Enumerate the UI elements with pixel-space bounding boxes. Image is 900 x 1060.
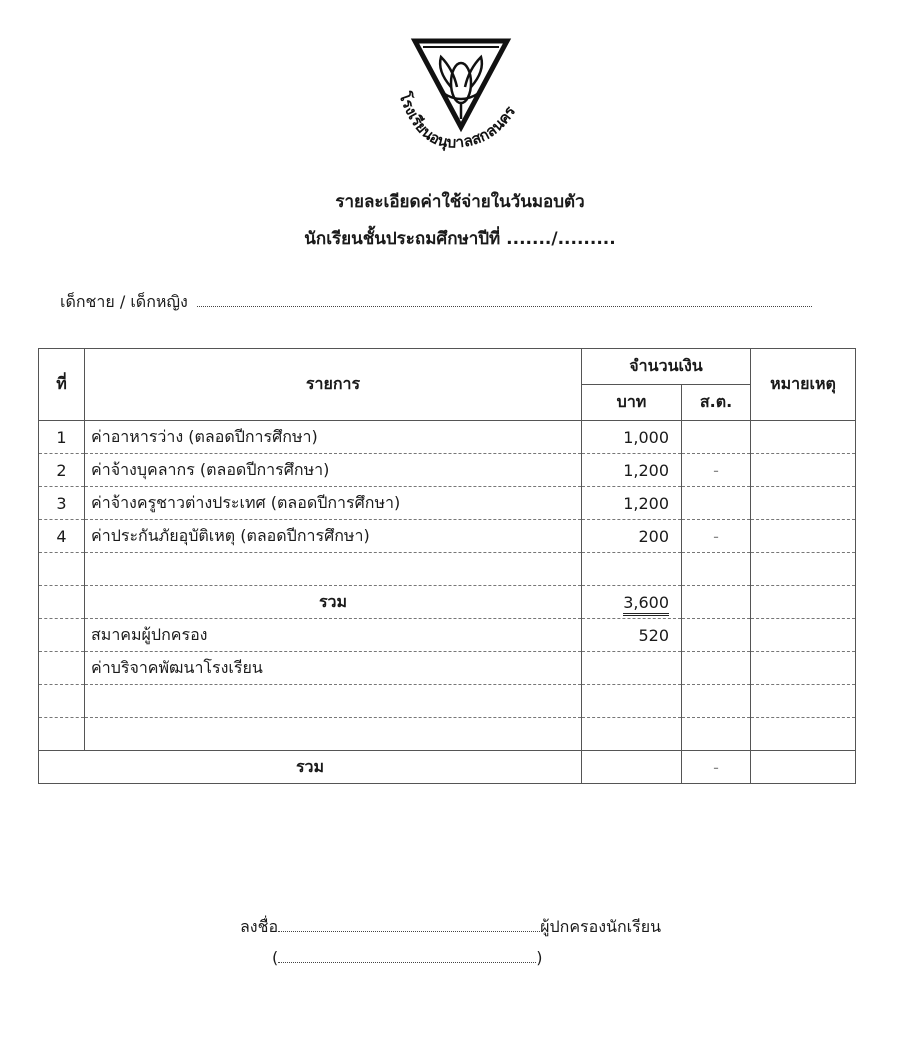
row-item: ค่าบริจาคพัฒนาโรงเรียน (85, 652, 582, 685)
row-baht: 520 (582, 619, 682, 652)
student-name-line (60, 290, 812, 315)
total-remark (751, 751, 856, 784)
table-row-empty (39, 685, 856, 718)
row-item: สมาคมผู้ปกครอง (85, 619, 582, 652)
school-lotus-emblem-icon (385, 35, 535, 160)
student-label: เด็กชาย / เด็กหญิง (60, 292, 188, 311)
printed-name-field[interactable] (278, 948, 536, 963)
row-satang (682, 487, 751, 520)
header-amount: จำนวนเงิน (582, 349, 751, 385)
header-satang: ส.ต. (682, 385, 751, 421)
signature-label: ลงชื่อ (240, 917, 279, 936)
row-remark (751, 520, 856, 553)
page-subtitle: นักเรียนชั้นประถมศึกษาปีที่ ......./......... (304, 229, 616, 249)
row-no: 1 (39, 421, 85, 454)
table-row (39, 421, 856, 454)
table-row (39, 520, 856, 553)
header-remark: หมายเหตุ (751, 349, 856, 421)
row-baht: 1,200 (582, 454, 682, 487)
total-label: รวม (39, 751, 582, 784)
table-row (39, 619, 856, 652)
open-paren: ( (272, 948, 279, 967)
subtotal-cell (582, 586, 682, 619)
table-row (39, 652, 856, 685)
row-baht: 200 (582, 520, 682, 553)
row-baht (582, 652, 682, 685)
total-row (39, 751, 856, 784)
row-satang: - (682, 520, 751, 553)
row-baht: 1,000 (582, 421, 682, 454)
row-remark (751, 454, 856, 487)
signature-role: ผู้ปกครองนักเรียน (540, 917, 662, 936)
row-remark (751, 487, 856, 520)
student-name-field[interactable] (197, 292, 812, 307)
expense-table (38, 348, 856, 784)
close-paren: ) (536, 948, 543, 967)
row-item: ค่าจ้างครูชาวต่างประเทศ (ตลอดปีการศึกษา) (85, 487, 582, 520)
row-no: 3 (39, 487, 85, 520)
row-item: ค่าจ้างบุคลากร (ตลอดปีการศึกษา) (85, 454, 582, 487)
row-item: ค่าประกันภัยอุบัติเหตุ (ตลอดปีการศึกษา) (85, 520, 582, 553)
total-satang: - (682, 751, 751, 784)
page-title: รายละเอียดค่าใช้จ่ายในวันมอบตัว (335, 192, 585, 212)
school-logo (385, 35, 535, 160)
row-baht: 1,200 (582, 487, 682, 520)
signature-field[interactable] (278, 917, 540, 932)
subtotal-row (39, 586, 856, 619)
subtotal-label: รวม (85, 586, 582, 619)
table-row (39, 454, 856, 487)
row-no: 4 (39, 520, 85, 553)
header-item: รายการ (85, 349, 582, 421)
header-baht: บาท (582, 385, 682, 421)
table-row-empty (39, 718, 856, 751)
header-no: ที่ (39, 349, 85, 421)
row-satang: - (682, 454, 751, 487)
total-baht (582, 751, 682, 784)
row-satang (682, 421, 751, 454)
row-item: ค่าอาหารว่าง (ตลอดปีการศึกษา) (85, 421, 582, 454)
printed-name-line (272, 948, 543, 967)
subtotal-baht: 3,600 (623, 593, 669, 616)
row-remark (751, 421, 856, 454)
table-row (39, 487, 856, 520)
logo-text: โรงเรียนอนุบาลสกลนคร (395, 89, 520, 152)
row-no: 2 (39, 454, 85, 487)
table-row-empty (39, 553, 856, 586)
signature-line (240, 915, 661, 940)
